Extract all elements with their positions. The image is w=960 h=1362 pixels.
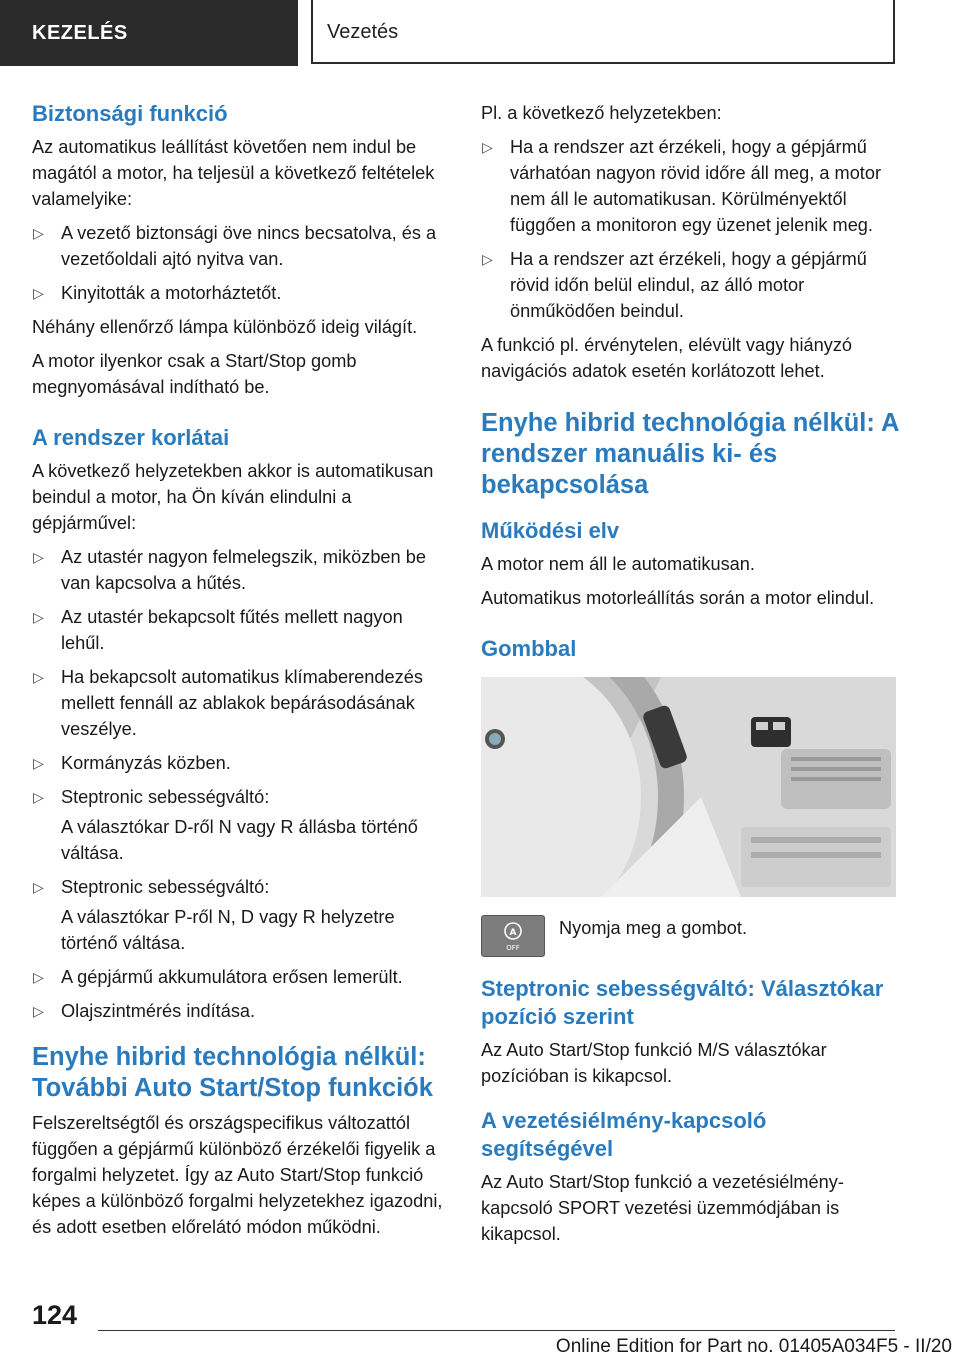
triangle-bullet-icon: ▷ <box>482 251 493 267</box>
list-item: ▷ Ha a rendszer azt érzékeli, hogy a gépjármű rövid időn belül elindul, az álló motor önműködően beindul. <box>481 246 899 324</box>
off-label: OFF <box>506 944 520 952</box>
cockpit-photo <box>481 677 896 897</box>
triangle-bullet-icon: ▷ <box>33 549 44 565</box>
lamps-text: Néhány ellenőrző lámpa különböző ideig világít. <box>32 317 418 337</box>
heading-system-limits: A rendszer korlátai <box>32 425 230 450</box>
page-number: 124 <box>32 1300 78 1330</box>
chapter-tab: Vezetés <box>311 0 895 64</box>
list-item: ▷ Steptronic sebességváltó: A választókar P-ről N, D vagy R helyzetre történő váltása. <box>32 874 450 956</box>
heading-more-functions: Enyhe hibrid technológia nélkül: További Auto Start/Stop funkciók <box>32 1043 433 1102</box>
triangle-bullet-icon: ▷ <box>33 669 44 685</box>
triangle-bullet-icon: ▷ <box>33 789 44 805</box>
list-item: ▷ Kormányzás közben. <box>32 750 450 776</box>
button-instruction-row <box>481 915 899 957</box>
principle-text-2: Automatikus motorleállítás során a motor elindul. <box>481 588 875 608</box>
list-item: ▷ A vezető biztonsági öve nincs becsatolva, és a vezetőoldali ajtó nyitva van. <box>32 220 450 272</box>
heading-safety-function: Biztonsági funkció <box>32 101 228 126</box>
list-item: ▷ Ha a rendszer azt érzékeli, hogy a gépjármű várhatóan nagyon rövid időre áll meg, a motor nem áll le automatikusan. Körülményektől függően a monitoron egy üzenet jelenik meg. <box>481 134 899 238</box>
heading-with-button: Gombbal <box>481 636 577 661</box>
principle-text-1: A motor nem áll le automatikusan. <box>481 554 755 574</box>
triangle-bullet-icon: ▷ <box>33 285 44 301</box>
steering-wheel-photo-illustration <box>481 677 896 897</box>
auto-start-stop-off-icon <box>481 915 545 957</box>
footer-divider <box>98 1330 895 1331</box>
limits-intro: A következő helyzetekben akkor is automatikusan beindul a motor, ha Ön kíván elindulni a gépjárművel: <box>32 461 434 533</box>
left-column <box>32 100 450 1248</box>
steptronic-text: Az Auto Start/Stop funkció M/S választókar pozícióban is kikapcsol. <box>481 1040 827 1086</box>
section-tab: KEZELÉS <box>0 0 298 66</box>
list-item: ▷ Olajszintmérés indítása. <box>32 998 450 1024</box>
driving-switch-text: Az Auto Start/Stop funkció a vezetésiélmény-kapcsoló SPORT vezetési üzemmódjában is kikapcsol. <box>481 1172 844 1244</box>
list-item: ▷ Az utastér nagyon felmelegszik, miközben be van kapcsolva a hűtés. <box>32 544 450 596</box>
page-footer <box>0 1290 960 1362</box>
heading-driving-switch: A vezetésiélmény-kapcsoló segítségével <box>481 1108 767 1161</box>
list-item: ▷ Kinyitották a motorháztetőt. <box>32 280 450 306</box>
list-item: ▷ Steptronic sebességváltó: A választókar D-ről N vagy R állásba történő váltása. <box>32 784 450 866</box>
safety-list <box>32 220 450 306</box>
triangle-bullet-icon: ▷ <box>33 755 44 771</box>
triangle-bullet-icon: ▷ <box>33 609 44 625</box>
safety-intro: Az automatikus leállítást követően nem indul be magától a motor, ha teljesül a következő feltételek valamelyike: <box>32 137 435 209</box>
start-text: A motor ilyenkor csak a Start/Stop gomb megnyomásával indítható be. <box>32 351 357 397</box>
triangle-bullet-icon: ▷ <box>482 139 493 155</box>
list-item: ▷ A gépjármű akkumulátora erősen lemerült. <box>32 964 450 990</box>
list-item: ▷ Ha bekapcsolt automatikus klímaberendezés mellett fennáll az ablakok bepárásodásának veszélye. <box>32 664 450 742</box>
list-item: ▷ Az utastér bekapcsolt fűtés mellett nagyon lehűl. <box>32 604 450 656</box>
example-list <box>481 134 899 324</box>
triangle-bullet-icon: ▷ <box>33 969 44 985</box>
press-button-text: Nyomja meg a gombot. <box>559 918 748 938</box>
triangle-bullet-icon: ▷ <box>33 225 44 241</box>
svg-text:A: A <box>509 928 517 938</box>
heading-principle: Működési elv <box>481 518 620 543</box>
right-column <box>481 100 899 1255</box>
limits-list <box>32 544 450 1024</box>
page-header <box>0 0 960 66</box>
example-intro: Pl. a következő helyzetekben: <box>481 103 722 123</box>
heading-steptronic: Steptronic sebességváltó: Választókar pozíció szerint <box>481 976 884 1029</box>
triangle-bullet-icon: ▷ <box>33 1003 44 1019</box>
invalid-nav-text: A funkció pl. érvénytelen, elévült vagy hiányzó navigációs adatok esetén korlátozott lehet. <box>481 335 853 381</box>
edition-link[interactable]: Online Edition for Part no. 01405A034F5 - II/20 <box>555 1336 952 1357</box>
heading-manual-toggle: Enyhe hibrid technológia nélkül: A rendszer manuális ki- és bekapcsolása <box>481 409 899 499</box>
triangle-bullet-icon: ▷ <box>33 879 44 895</box>
more-functions-text: Felszereltségtől és országspecifikus változattól függően a gépjármű különböző érzékelői figyelik a forgalmi helyzetet. Így az Auto Start/Stop funkció képes a különböző forgalmi helyzetekhez igazodni, és adott esetben előrelátó módon működni. <box>32 1113 443 1237</box>
